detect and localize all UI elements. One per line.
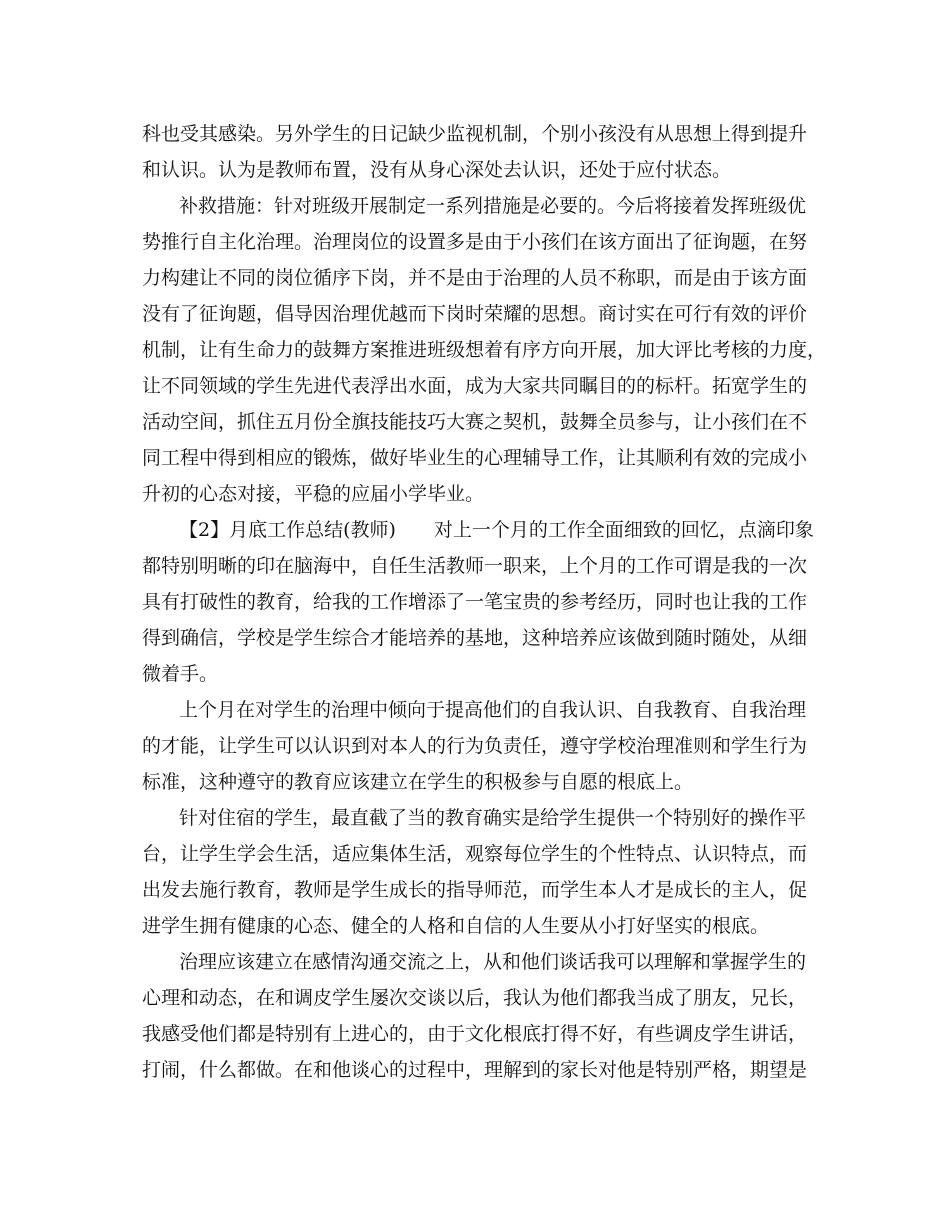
text-line: 机制，让有生命力的鼓舞方案推进班级想着有序方向开展，加大评比考核的力度， (142, 339, 827, 361)
text-line: 力构建让不同的岗位循序下岗，并不是由于治理的人员不称职，而是由于该方面 (142, 267, 808, 289)
text-line: 得到确信，学校是学生综合才能培养的基地，这种培养应该做到随时随处，从细 (142, 627, 808, 649)
paragraph-communication (142, 944, 810, 1088)
text-line: 进学生拥有健康的心态、健全的人格和自信的人生要从小打好坚实的根底。 (142, 915, 770, 937)
text-line: 没有了征询题，倡导因治理优越而下岗时荣耀的思想。商讨实在可行有效的评价 (142, 303, 808, 325)
text-line: 打闹，什么都做。在和他谈心的过程中，理解到的家长对他是特别严格，期望是 (142, 1059, 808, 1081)
text-line: 势推行自主化治理。治理岗位的设置多是由于小孩们在该方面出了征询题，在努 (142, 231, 808, 253)
paragraph-remedy-measures (142, 188, 827, 512)
text-line: 台，让学生学会生活，适应集体生活，观察每位学生的个性特点、认识特点，而 (142, 843, 808, 865)
text-line: 治理应该建立在感情沟通交流之上，从和他们谈话我可以理解和掌握学生的 (179, 951, 807, 973)
paragraph-boarding-students (142, 800, 810, 944)
paragraph-last-month (142, 692, 810, 800)
text-line: 科也受其感染。另外学生的日记缺少监视机制，个别小孩没有从思想上得到提升 (142, 123, 808, 145)
text-line: 都特别明晰的印在脑海中，自任生活教师一职来，上个月的工作可谓是我的一次 (142, 555, 808, 577)
document-body (142, 116, 827, 1088)
text-line: 升初的心态对接，平稳的应届小学毕业。 (142, 483, 485, 505)
text-line: 活动空间，抓住五月份全旗技能技巧大赛之契机，鼓舞全员参与，让小孩们在不 (142, 411, 808, 433)
text-line: 针对住宿的学生，最直截了当的教育确实是给学生提供一个特别好的操作平 (179, 807, 807, 829)
section-heading-line: 【2】月底工作总结(教师) 对上一个月的工作全面细致的回忆，点滴印象 (179, 519, 814, 541)
text-line: 让不同领域的学生先进代表浮出水面，成为大家共同瞩目的的标杆。拓宽学生的 (142, 375, 808, 397)
text-line: 微着手。 (142, 663, 219, 685)
text-line: 和认识。认为是教师布置，没有从身心深处去认识，还处于应付状态。 (142, 159, 732, 181)
text-line: 标准，这种遵守的教育应该建立在学生的积极参与自愿的根底上。 (142, 771, 694, 793)
text-line: 心理和动态，在和调皮学生屡次交谈以后，我认为他们都我当成了朋友，兄长， (142, 987, 808, 1009)
text-line: 出发去施行教育，教师是学生成长的指导师范，而学生本人才是成长的主人，促 (142, 879, 808, 901)
paragraph-section-2-summary (142, 512, 814, 692)
text-line: 的才能，让学生可以认识到对本人的行为负责任，遵守学校治理准则和学生行为 (142, 735, 808, 757)
text-line: 我感受他们都是特别有上进心的，由于文化根底打得不好，有些调皮学生讲话， (142, 1023, 808, 1045)
text-line: 同工程中得到相应的锻炼，做好毕业生的心理辅导工作，让其顺利有效的完成小 (142, 447, 808, 469)
text-line: 上个月在对学生的治理中倾向于提高他们的自我认识、自我教育、自我治理 (179, 699, 807, 721)
paragraph-continuation (142, 116, 810, 188)
text-line: 具有打破性的教育，给我的工作增添了一笔宝贵的参考经历，同时也让我的工作 (142, 591, 808, 613)
text-line: 补救措施：针对班级开展制定一系列措施是必要的。今后将接着发挥班级优 (179, 195, 807, 217)
